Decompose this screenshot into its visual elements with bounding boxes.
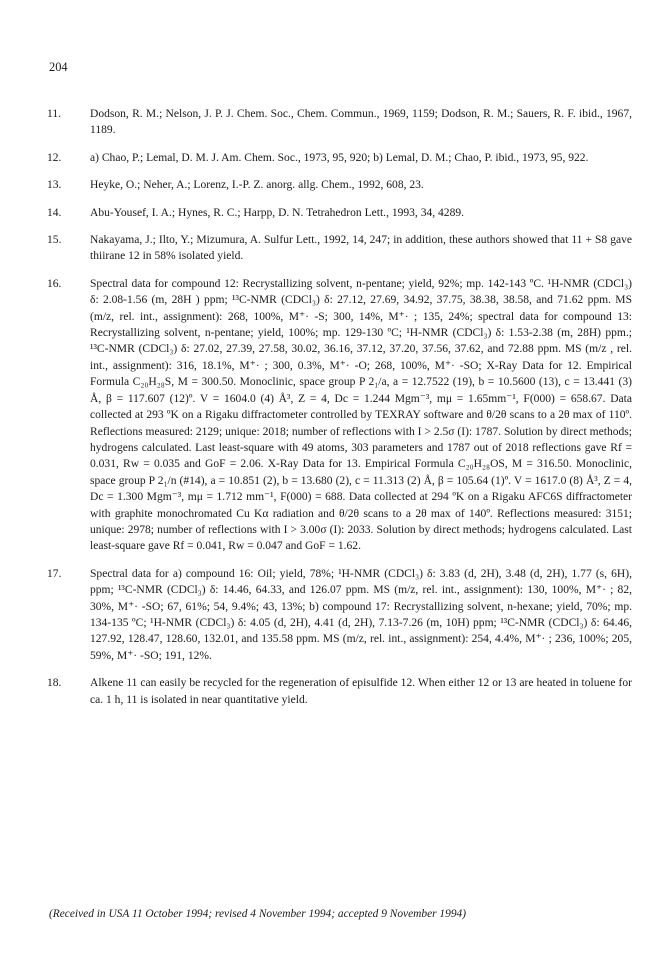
reference-13 bbox=[47, 177, 632, 193]
reference-text: Dodson, R. M.; Nelson, J. P. J. Chem. Soc., Chem. Commun., 1969, 1159; Dodson, R. M.; Sauers, R. F. ibid., 1967, 1189. bbox=[90, 108, 632, 137]
reference-number: 17. bbox=[47, 567, 62, 580]
references-list bbox=[47, 106, 632, 708]
reference-text: Spectral data for compound 12: Recrystallizing solvent, n-pentane; yield, 92%; mp. 142-143 ºC. ¹H-NMR (CDCl₃) δ: 2.08-1.56 (m, 28H ) ppm; ¹³C-NMR (CDCl₃) δ: 27.12, 27.69, 34.92, 37.75, 38.38, 38.58, and 71.62 ppm. MS (m/z, rel. int., assignment): 268, 100%, M⁺· -S; 300, 14%, M⁺· ; 135, 24%; spectral data for compound 13: Recrystallizing solvent, n-pentane; yield, 100%; mp. 129-130 ºC; ¹H-NMR (CDCl₃) δ: 1.53-2.38 (m, 28H) ppm.; ¹³C-NMR (CDCl₃) δ: 27.02, 27.39, 27.58, 30.02, 36.16, 37.12, 37.20, 37.56, 37.62, and 72.88 ppm. MS (m/z , rel. int., assignment): 316, 18.1%, M⁺· ; 300, 0.3%, M⁺· -O; 268, 100%, M⁺· -SO; X-Ray Data for 12. Empirical Formula C₂₀H₂₈S, M = 300.50. Monoclinic, space group P 2₁/a, a = 12.7522 (19), b = 10.5600 (13), c = 13.441 (3) Å, β = 117.607 (12)º. V = 1604.0 (4) Å³, Z = 4, Dc = 1.244 Mgm⁻³, mμ = 1.65mm⁻¹, F(000) = 658.67. Data collected at 293 ºK on a Rigaku diffractometer controlled by TEXRAY software and θ/2θ scans to a 2θ max of 110º. Reflections measured: 2129; unique: 2018; number of reflections with I > 2.5σ (I): 1787. Solution by direct methods; hydrogens calculated. Last least-square with 49 atoms, 303 parameters and 1787 out of 2018 reflections gave Rf = 0.031, Rw = 0.035 and GoF = 2.06. X-Ray Data for 13. Empirical Formula C₂₀H₂₈OS, M = 316.50. Monoclinic, space group P 2₁/n (#14), a = 10.851 (2), b = 13.680 (2), c = 11.313 (2) Å, β = 105.64 (1)º. V = 1617.0 (8) Å³, Z = 4, Dc = 1.300 Mgm⁻³, mμ = 1.712 mm⁻¹, F(000) = 688. Data collected at 294 ºK on a Rigaku AFC6S diffractometer with graphite monochromated Cu Kα radiation and θ/2θ scans to a 2θ max of 140º. Reflections measured: 3151; unique: 2978; number of reflections with I > 3.00σ (I): 2033. Solution by direct methods; hydrogens calculated. Last least-square gave Rf = 0.041, Rw = 0.047 and GoF = 1.62. bbox=[90, 277, 632, 553]
page-number: 204 bbox=[49, 60, 68, 74]
reference-12 bbox=[47, 150, 632, 166]
reference-18 bbox=[47, 675, 632, 708]
reference-number: 13. bbox=[47, 179, 62, 192]
reference-text: Abu-Yousef, I. A.; Hynes, R. C.; Harpp, D. N. Tetrahedron Lett., 1993, 34, 4289. bbox=[90, 206, 465, 219]
reference-text: Alkene 11 can easily be recycled for the regeneration of episulfide 12. When either 12 or 13 are heated in toluene for ca. 1 h, 11 is isolated in near quantitative yield. bbox=[90, 677, 632, 706]
reference-14 bbox=[47, 205, 632, 221]
reference-number: 16. bbox=[47, 277, 62, 290]
reference-text: Nakayama, J.; Ilto, Y.; Mizumura, A. Sulfur Lett., 1992, 14, 247; in addition, these authors showed that 11 + S8 gave thiirane 12 in 58% isolated yield. bbox=[90, 234, 632, 263]
reference-16 bbox=[47, 276, 632, 555]
reference-number: 18. bbox=[47, 677, 62, 690]
reference-text: a) Chao, P.; Lemal, D. M. J. Am. Chem. Soc., 1973, 95, 920; b) Lemal, D. M.; Chao, P. ibid., 1973, 95, 922. bbox=[90, 151, 589, 164]
reference-number: 14. bbox=[47, 206, 62, 219]
received-dates-footer: (Received in USA 11 October 1994; revised 4 November 1994; accepted 9 November 1994) bbox=[49, 908, 466, 920]
reference-text: Heyke, O.; Neher, A.; Lorenz, I.-P. Z. anorg. allg. Chem., 1992, 608, 23. bbox=[90, 179, 424, 192]
reference-number: 15. bbox=[47, 234, 62, 247]
reference-15 bbox=[47, 232, 632, 265]
reference-text: Spectral data for a) compound 16: Oil; yield, 78%; ¹H-NMR (CDCl₃) δ: 3.83 (d, 2H), 3.48 (d, 2H), 1.77 (s, 6H), ppm; ¹³C-NMR (CDCl₃) δ: 14.46, 64.33, and 126.07 ppm. MS (m/z, rel. int., assignment): 130, 100%, M⁺· ; 82, 30%, M⁺· -SO; 67, 61%; 54, 9.4%; 43, 13%; b) compound 17: Recrystallizing solvent, n-hexane; yield, 70%; mp. 134-135 ºC; ¹H-NMR (CDCl₃) δ: 4.05 (d, 2H), 4.41 (d, 2H), 7.13-7.26 (m, 10H) ppm; ¹³C-NMR (CDCl₃) δ: 64.46, 127.92, 128.47, 128.60, 132.01, and 135.58 ppm. MS (m/z, rel. int., assignment): 254, 4.4%, M⁺· ; 236, 100%; 205, 59%, M⁺· -SO; 191, 12%. bbox=[90, 567, 632, 662]
reference-number: 11. bbox=[47, 108, 62, 120]
reference-11 bbox=[47, 106, 632, 139]
reference-number: 12. bbox=[47, 151, 62, 164]
reference-17 bbox=[47, 566, 632, 664]
